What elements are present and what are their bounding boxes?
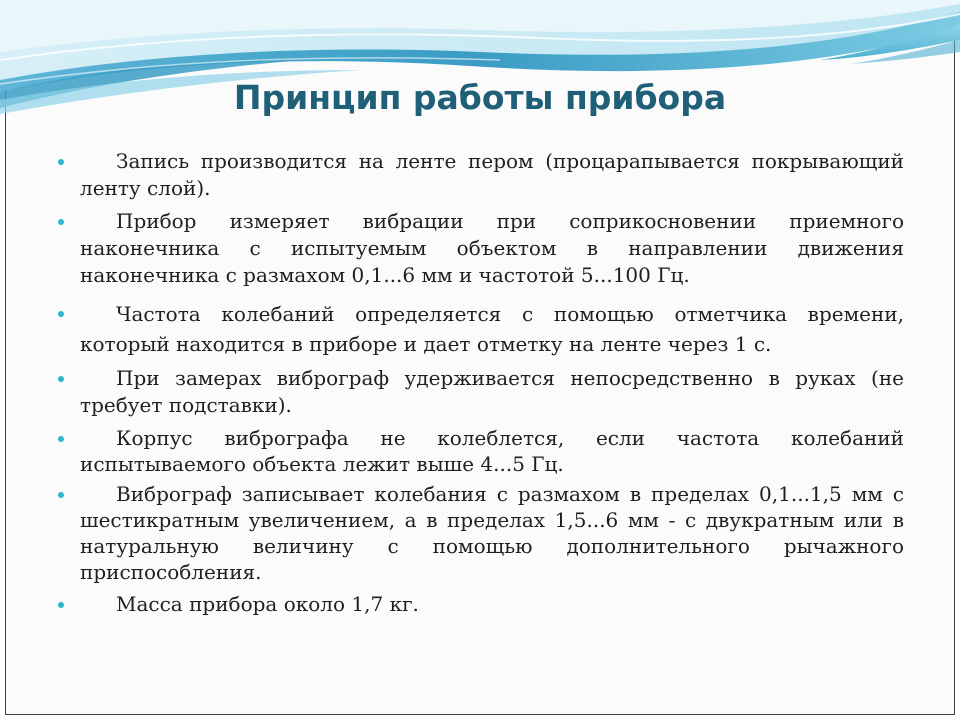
bullet-dot-icon [58, 602, 64, 608]
bullet-item [58, 299, 904, 359]
slide-title: Принцип работы прибора [233, 78, 727, 117]
bullet-item [58, 208, 904, 289]
bullet-dot-icon [58, 159, 64, 165]
bullet-text: Запись производится на ленте пером (процарапывается покрывающий ленту слой). [80, 149, 904, 200]
bullet-text: Частота колебаний определяется с помощью отметчика времени, который находится в приборе и дает отметку на ленте через 1 с. [80, 302, 904, 356]
bullet-item [58, 365, 904, 419]
bullet-item [58, 591, 904, 618]
bullet-text: Виброграф записывает колебания с размахом в пределах 0,1...1,5 мм с шестикратным увеличением, а в пределах 1,5...6 мм - с двукратным или в натуральную величину с помощью дополнительного рычажного приспособления. [80, 482, 904, 584]
bullet-item [58, 481, 904, 585]
bullet-text: Масса прибора около 1,7 кг. [116, 592, 419, 616]
bullet-text: Прибор измеряет вибрации при соприкосновении приемного наконечника с испытуемым объектом в направлении движения наконечника с размахом 0,1...6 мм и частотой 5...100 Гц. [80, 209, 904, 287]
bullet-text: При замерах виброграф удерживается непосредственно в руках (не требует подставки). [80, 366, 904, 417]
bullet-item [58, 425, 904, 477]
bullet-dot-icon [58, 376, 64, 382]
bullet-list [58, 142, 904, 618]
bullet-dot-icon [58, 311, 64, 317]
bullet-text: Корпус вибрографа не колеблется, если частота колебаний испытываемого объекта лежит выше 4...5 Гц. [80, 426, 904, 476]
bullet-dot-icon [58, 436, 64, 442]
bullet-dot-icon [58, 492, 64, 498]
bullet-item [58, 148, 904, 202]
bullet-dot-icon [58, 219, 64, 225]
